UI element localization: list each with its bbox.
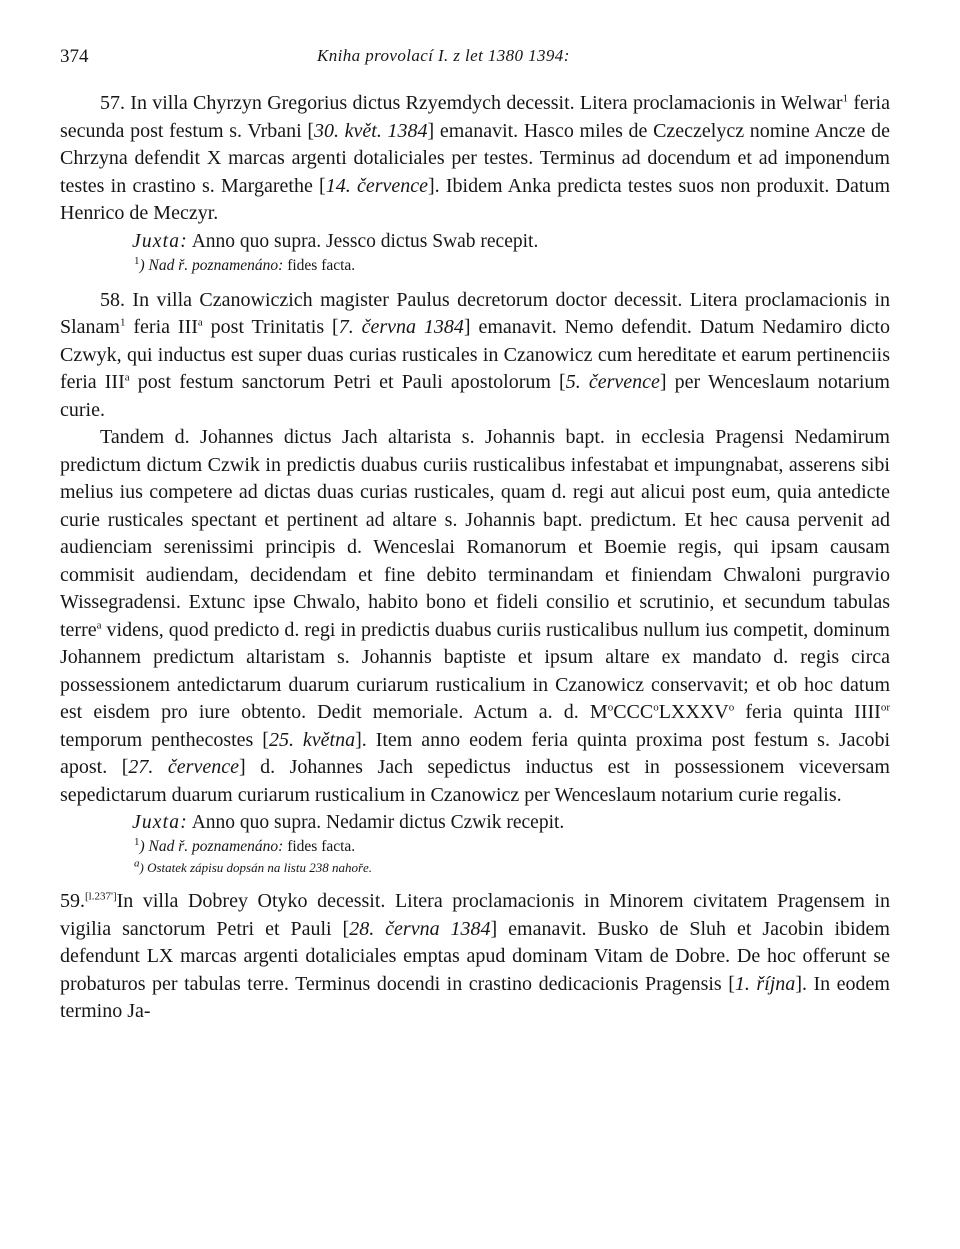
entry-59-paragraph [60, 888, 890, 1026]
superscript: o [607, 701, 614, 714]
entry-number: 58. [100, 288, 125, 311]
entry-text: In villa Dobrey Otyko decessit. Litera proclamacionis in Minorem civitatem Pragensem in vigilia sanctorum Petri et Pauli [ [60, 890, 890, 940]
juxta-label: Juxta: [132, 812, 188, 833]
spacer [60, 878, 890, 888]
superscript: or [880, 701, 890, 714]
juxta-label: Juxta: [132, 230, 188, 252]
entry-text: Tandem d. Johannes dictus Jach altarista s. Johannis bapt. in ecclesia Pragensi Nedamirum predictum dictum Czwik in predictis duabus curiis rusticalibus infestabat et impungnabat, asserens sibi melius ius competere ad dictas duas curias rusticales, quam d. regi aut alicui post eum, quia antedicte curie rusticales spectant et pertinent ad altare s. Johannis bapt. predictum. Et hec causa pervenit ad audienciam serenissimi principis d. Wenceslai Romanorum et Boemie regis, qui ipsam causam commisit audiendam, decidendam et fine debito terminandam et finiendam Chwaloni purgravio Wissegradensi. Extunc ipse Chwalo, habito bono et fideli consilio et scrutinio, et secundum tabulas terre [60, 426, 890, 641]
superscript: a [197, 316, 203, 329]
footnote-ref: 1 [842, 92, 849, 105]
entry-text: CCC [613, 701, 654, 723]
entry-text: feria III [125, 316, 198, 338]
page-number: 374 [60, 46, 89, 67]
entry-text: ]. In eodem termino Ja- [60, 972, 890, 1022]
editorial-date: 14. července [325, 174, 428, 197]
juxta-note [132, 228, 890, 255]
entry-text: ] emanavit. Nemo defendit. Datum Nedamiro dicto Czwyk, qui inductus est super duas curias rusticales in Czanowicz cum hereditate et earum pertinenciis feria III [60, 316, 890, 393]
footnote [134, 836, 890, 858]
editorial-date: 25. května [268, 728, 356, 751]
entry-text: In villa Czanowiczich magister Paulus decretorum doctor decessit. Litera proclamacionis in Slanam [60, 288, 890, 338]
entry-text: post festum sanctorum Petri et Pauli apostolorum [ [129, 371, 566, 393]
folio-marker: [l.237'] [85, 890, 117, 903]
superscript: o [728, 701, 735, 714]
entry-text: ] emanavit. Busko de Sluh et Jacobin ibidem defendunt LX marcas argenti dotaliciales emptas apud dominam Vitam de Dobre. De hoc offerunt se probaturos per tabulas terre. Terminus docendi in crastino dedicacionis Pragensis [ [60, 917, 890, 995]
footnote-text: fides facta. [283, 838, 356, 855]
running-title: Kniha provolací I. z let 1380 1394: [317, 46, 570, 65]
entry-number: 57. [100, 92, 125, 114]
entry-text: videns, quod predicto d. regi in predictis duabus curiis rusticalibus nullum ius competit, dominum Johannem predictum altaristam s. Johannis baptiste et ipsum altare ex mandato d. regis circa possessionem antedictarum duarum curiarum rusticalium in Czanowicz conservavit; et ob hoc datum est eisdem pro iure obtento. Dedit memoriale. Actum a. d. M [60, 618, 890, 723]
editorial-date: 27. července [128, 756, 239, 778]
juxta-text: Anno quo supra. Jessco dictus Swab recepit. [187, 230, 539, 252]
superscript: o [653, 701, 659, 714]
entry-text: ]. Item anno eodem feria quinta proxima post festum s. Jacobi apost. [ [60, 728, 890, 778]
entry-text: ]. Ibidem Anka predicta testes suos non produxit. Datum Henrico de Meczyr. [60, 174, 890, 224]
footnote-mark: a [134, 857, 140, 870]
entry-text: feria secunda post festum s. Vrbani [ [60, 92, 890, 142]
entry-text: ] per Wenceslaum notarium curie. [60, 371, 890, 421]
footnote [134, 255, 890, 277]
juxta-note [132, 809, 890, 836]
page-body [60, 90, 890, 1026]
footnote-ref: 1 [120, 316, 126, 329]
entry-text: ] emanavit. Hasco miles de Czeczelycz nomine Ancze de Chrzyna defendit X marcas argenti dotaliciales per testes. Terminus ad docendum et ad imponendum testes in crastino s. Margarethe [ [60, 119, 890, 197]
entry-text: ] d. Johannes Jach sepedictus inductus est in possessionem viceversam sepedictarum duarum curiarum rusticalium in Czanowicz per Wenceslaum notarium curie regalis. [60, 756, 890, 806]
footnote-mark: 1 [134, 835, 140, 848]
superscript: a [124, 371, 130, 384]
editorial-date: 5. července [565, 371, 660, 393]
footnote-label: ) Nad ř. poznamenáno: [139, 256, 284, 274]
editorial-date: 7. června 1384 [338, 316, 464, 338]
entry-text: temporum penthecostes [ [60, 728, 269, 751]
entry-57-paragraph [60, 90, 890, 228]
entry-text: in Welwar [760, 92, 843, 114]
editorial-date: 28. června 1384 [349, 917, 491, 940]
footnote-label: ) Nad ř. poznamenáno: [139, 838, 284, 855]
editorial-date: 30. květ. 1384 [314, 119, 428, 142]
footnote [134, 858, 890, 878]
entry-text: In villa Chyrzyn Gregorius dictus Rzyemdych decessit. Litera proclamacionis [130, 92, 756, 114]
entry-58-paragraph [60, 287, 890, 425]
entry-number: 59. [60, 890, 85, 912]
entry-text: LXXXV [658, 701, 729, 723]
footnote-ref: a [96, 618, 102, 631]
entry-text: feria quinta IIII [734, 701, 881, 723]
footnote-mark: 1 [134, 254, 140, 267]
entry-58-paragraph-2 [60, 424, 890, 809]
editorial-date: 1. října [734, 972, 796, 995]
entry-text: post Trinitatis [ [202, 316, 339, 338]
page-header [60, 38, 890, 68]
footnote-text: ) Ostatek zápisu dopsán na listu 238 nahoře. [139, 860, 373, 875]
spacer [60, 277, 890, 287]
footnote-text: fides facta. [283, 256, 356, 274]
juxta-text: Anno quo supra. Nedamir dictus Czwik recepit. [187, 812, 565, 833]
